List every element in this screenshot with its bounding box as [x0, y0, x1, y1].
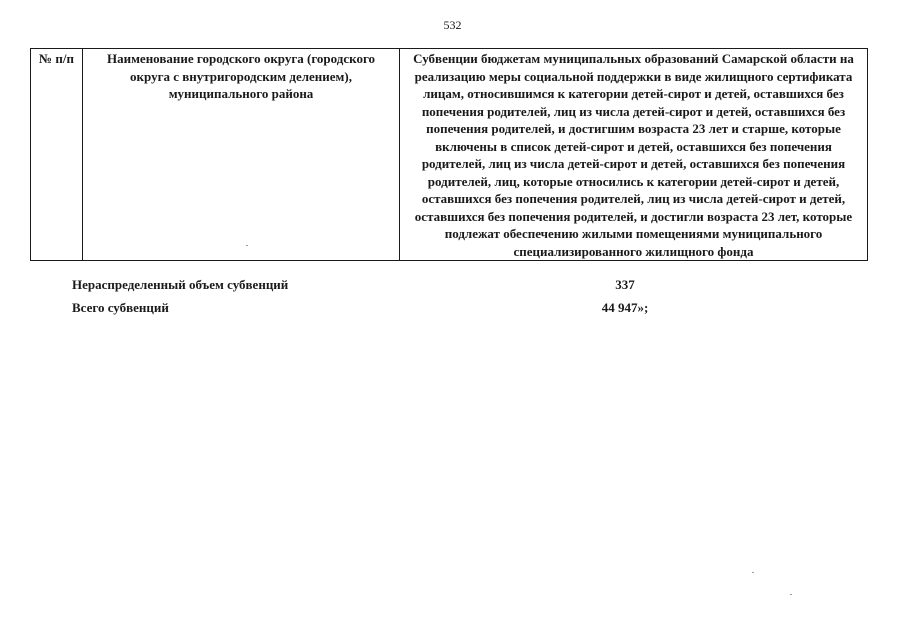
total-subsidy-value: 44 947»;: [601, 300, 649, 315]
table-header-row: [31, 49, 868, 261]
column-header-subsidy: Субвенции бюджетам муниципальных образований Самарской области на реализацию меры социальной поддержки в виде жилищного сертификата лицам, относившимся к категории детей-сирот и детей, оставшихся без попечения родителей, лиц из числа детей-сирот и детей, оставшихся без попечения родителей, и достигшим возраста 23 лет и старше, которые включены в список детей-сирот и детей, оставшихся без попечения родителей, лиц из числа детей-сирот и детей, оставшихся без попечения родителей, лиц, которые относились к категории детей-сирот и детей, оставшихся без попечения родителей, лиц из числа детей-сирот и детей, оставшихся без попечения родителей, и достигли возраста 23 лет, которые подлежат обеспечению жилыми помещениями муниципального специализированного жилищного фонда: [400, 49, 868, 261]
column-header-number: № п/п: [31, 49, 83, 261]
unallocated-subsidy-value: 337: [615, 277, 635, 292]
scan-speck: [790, 594, 792, 595]
page-number: 532: [443, 18, 462, 32]
total-subsidy-label: Всего субвенций: [72, 300, 169, 315]
scan-speck: [752, 572, 754, 573]
column-header-municipality: Наименование городского округа (городского округа с внутригородским делением), муниципального района: [83, 49, 400, 261]
scan-speck: [246, 245, 248, 246]
unallocated-subsidy-label: Нераспределенный объем субвенций: [72, 277, 289, 292]
subsidy-table: [30, 48, 868, 261]
